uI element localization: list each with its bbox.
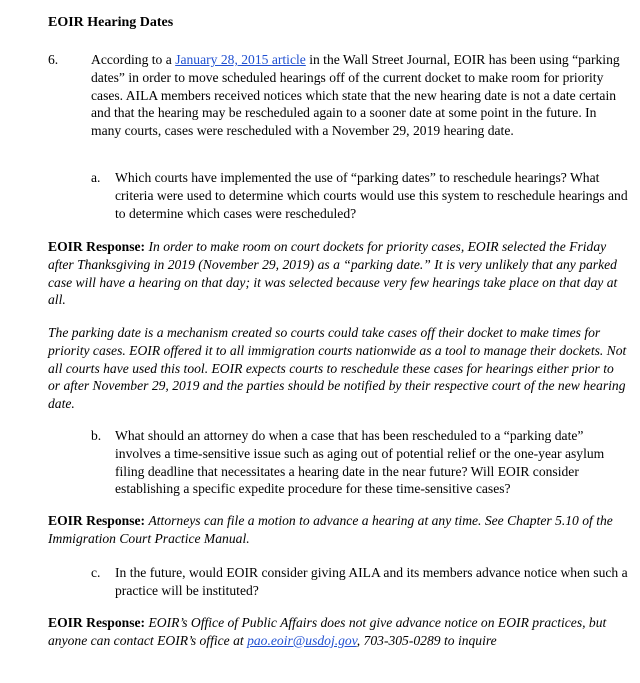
subquestion-c <box>91 564 628 600</box>
response-label: EOIR Response: <box>48 615 146 630</box>
response-c-text-before: EOIR’s Office of Public Affairs does not give advance notice on EOIR practices, but anyone can contact EOIR’s office at <box>48 615 607 648</box>
subquestion-letter: a. <box>91 170 101 185</box>
subquestion-a <box>91 169 628 222</box>
question-number: 6. <box>48 52 59 67</box>
section-title: EOIR Hearing Dates <box>48 15 174 30</box>
response-a-paragraph-2: The parking date is a mechanism created so courts could take cases off their docket to make times for priority cases. EOIR offered it to all immigration courts nationwide as a tool to manage their dockets. Not all courts have used this tool. EOIR expects courts to reschedule these cases for hearings either prior to or after November 29, 2019 and the parties should be notified by their respective court of the new hearing date. <box>48 325 627 412</box>
subquestion-letter: c. <box>91 565 101 580</box>
subquestion-c-text: In the future, would EOIR consider giving AILA and its members advance notice when such a practice will be instituted? <box>115 565 628 598</box>
response-c <box>48 614 628 650</box>
response-c-text-after: , 703-305-0289 to inquire <box>356 632 497 648</box>
email-link[interactable]: pao.eoir@usdoj.gov <box>247 632 357 648</box>
response-b-text: Attorneys can file a motion to advance a hearing at any time. See Chapter 5.10 of the Immigration Court Practice Manual. <box>48 513 613 546</box>
response-a-paragraph-1: In order to make room on court dockets for priority cases, EOIR selected the Friday after Thanksgiving in 2019 (November 29, 2019) as a “parking date.” It is very unlikely that any parked case will have a hearing on that day; it was selected because very few hearings take place on that day at all. <box>48 239 618 308</box>
response-a <box>48 238 628 309</box>
wsj-article-link[interactable]: January 28, 2015 article <box>175 52 306 67</box>
question-6 <box>48 51 628 140</box>
response-b <box>48 512 628 548</box>
question-6-text: According to a January 28, 2015 article in the Wall Street Journal, EOIR has been using “parking dates” in order to move scheduled hearings off of the current docket to make room for priority cases. AILA members received notices which state that the new hearing date is not a date certain and that the hearing may be rescheduled again to a sooner date at some point in the future. In many courts, cases were rescheduled with a November 29, 2019 hearing date. <box>91 52 620 139</box>
subquestion-b <box>91 427 628 498</box>
response-label: EOIR Response: <box>48 513 146 528</box>
subquestion-a-text: Which courts have implemented the use of “parking dates” to reschedule hearings? What criteria were used to determine which courts would use this system to reschedule hearings and to determine which cases were rescheduled? <box>115 170 628 221</box>
subquestion-letter: b. <box>91 428 102 443</box>
subquestion-b-text: What should an attorney do when a case that has been rescheduled to a “parking date” involves a time-sensitive issue such as aging out of potential relief or the one-year asylum filing deadline that necessitates a hearing date in the near future? Will EOIR consider establishing a specific expedite procedure for these time-sensitive cases? <box>115 428 605 497</box>
response-label: EOIR Response: <box>48 239 146 254</box>
